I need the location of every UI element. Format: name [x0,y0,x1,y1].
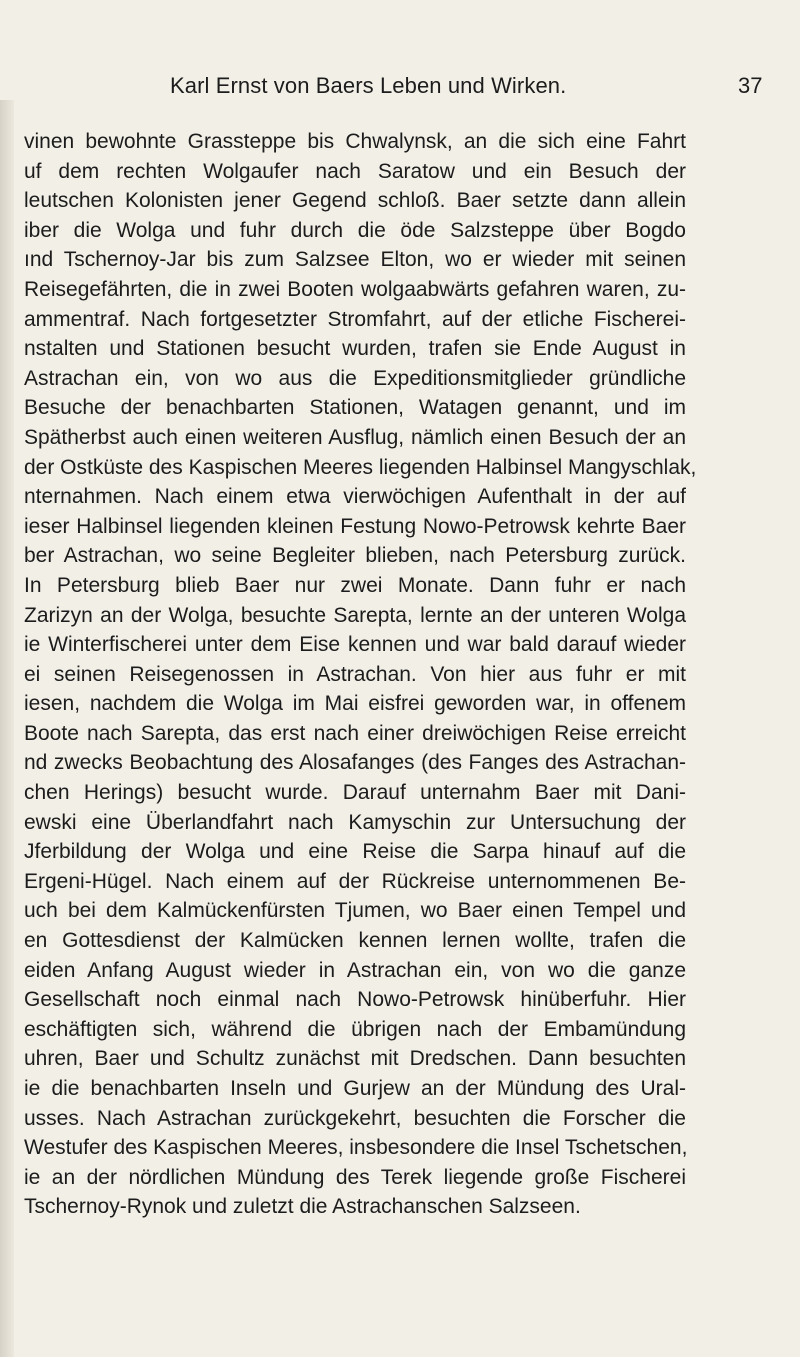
text-line: ie an der nördlichen Mündung des Terek liegende große Fischerei [24,1165,686,1189]
text-line: uhren, Baer und Schultz zunächst mit Dredschen. Dann besuchten [24,1047,686,1071]
text-line: Gesellschaft noch einmal nach Nowo-Petrowsk hinüberfuhr. Hier [24,988,686,1012]
text-line: Jferbildung der Wolga und eine Reise die Sarpa hinauf auf die [24,840,686,864]
text-line: Spätherbst auch einen weiteren Ausflug, nämlich einen Besuch der an [24,425,686,449]
text-line: iber die Wolga und fuhr durch die öde Salzsteppe über Bogdo [24,218,686,242]
text-line: ei seinen Reisegenossen in Astrachan. Von hier aus fuhr er mit [24,662,686,686]
text-line: ie die benachbarten Inseln und Gurjew an der Mündung des Ural- [24,1077,686,1100]
text-line: ewski eine Überlandfahrt nach Kamyschin zur Untersuchung der [24,810,686,834]
body-text [24,127,697,1222]
text-line: uf dem rechten Wolgaufer nach Saratow und ein Besuch der [24,159,686,183]
text-line: Reisegefährten, die in zwei Booten wolgaabwärts gefahren waren, zu- [24,277,686,301]
text-line: ber Astrachan, wo seine Begleiter blieben, nach Petersburg zurück. [24,544,686,568]
text-line: nd zwecks Beobachtung des Alosafanges (des Fanges des Astrachan- [24,751,686,775]
text-line: iesen, nachdem die Wolga im Mai eisfrei geworden war, in offenem [24,692,686,716]
page-gutter-shadow [0,100,14,1357]
running-header [0,73,800,103]
text-line: uch bei dem Kalmückenfürsten Tjumen, wo Baer einen Tempel und [24,899,686,923]
text-line: leutschen Kolonisten jener Gegend schloß. Baer setzte dann allein [24,189,686,213]
text-line: Zarizyn an der Wolga, besuchte Sarepta, lernte an der unteren Wolga [24,603,686,627]
text-line: Ergeni-Hügel. Nach einem auf der Rückreise unternommenen Be- [24,869,686,893]
text-line: Westufer des Kaspischen Meeres, insbesondere die Insel Tschetschen, [24,1136,688,1160]
text-line: nstalten und Stationen besucht wurden, trafen sie Ende August in [24,337,686,361]
running-head-title: Karl Ernst von Baers Leben und Wirken. [170,73,567,98]
text-line: ieser Halbinsel liegenden kleinen Festung Nowo-Petrowsk kehrte Baer [24,514,686,538]
text-line: vinen bewohnte Grassteppe bis Chwalynsk, an die sich eine Fahrt [24,130,686,153]
text-line: eiden Anfang August wieder in Astrachan ein, von wo die ganze [24,958,686,982]
text-line: chen Herings) besucht wurde. Darauf unternahm Baer mit Dani- [24,781,686,805]
text-line: ammentraf. Nach fortgesetzter Stromfahrt, auf der etliche Fischerei- [24,307,686,331]
text-line: Boote nach Sarepta, das erst nach einer dreiwöchigen Reise erreicht [24,721,686,745]
text-line: usses. Nach Astrachan zurückgekehrt, besuchten die Forscher die [24,1106,686,1130]
text-line: nternahmen. Nach einem etwa vierwöchigen Aufenthalt in der auf [24,485,686,509]
text-line: ie Winterfischerei unter dem Eise kennen und war bald darauf wieder [24,633,686,657]
text-line: Astrachan ein, von wo aus die Expeditionsmitglieder gründliche [24,366,686,390]
text-line: In Petersburg blieb Baer nur zwei Monate. Dann fuhr er nach [24,573,686,597]
text-line: eschäftigten sich, während die übrigen nach der Embamündung [24,1017,686,1041]
text-line: en Gottesdienst der Kalmücken kennen lernen wollte, trafen die [24,929,686,953]
text-line: Tschernoy-Rynok und zuletzt die Astrachanschen Salzseen. [24,1195,581,1219]
text-line: ınd Tschernoy-Jar bis zum Salzsee Elton, wo er wieder mit seinen [24,248,686,272]
text-line: der Ostküste des Kaspischen Meeres liegenden Halbinsel Mangyschlak, [24,455,697,479]
text-line: Besuche der benachbarten Stationen, Watagen genannt, und im [24,396,686,420]
page-number: 37 [738,73,763,98]
